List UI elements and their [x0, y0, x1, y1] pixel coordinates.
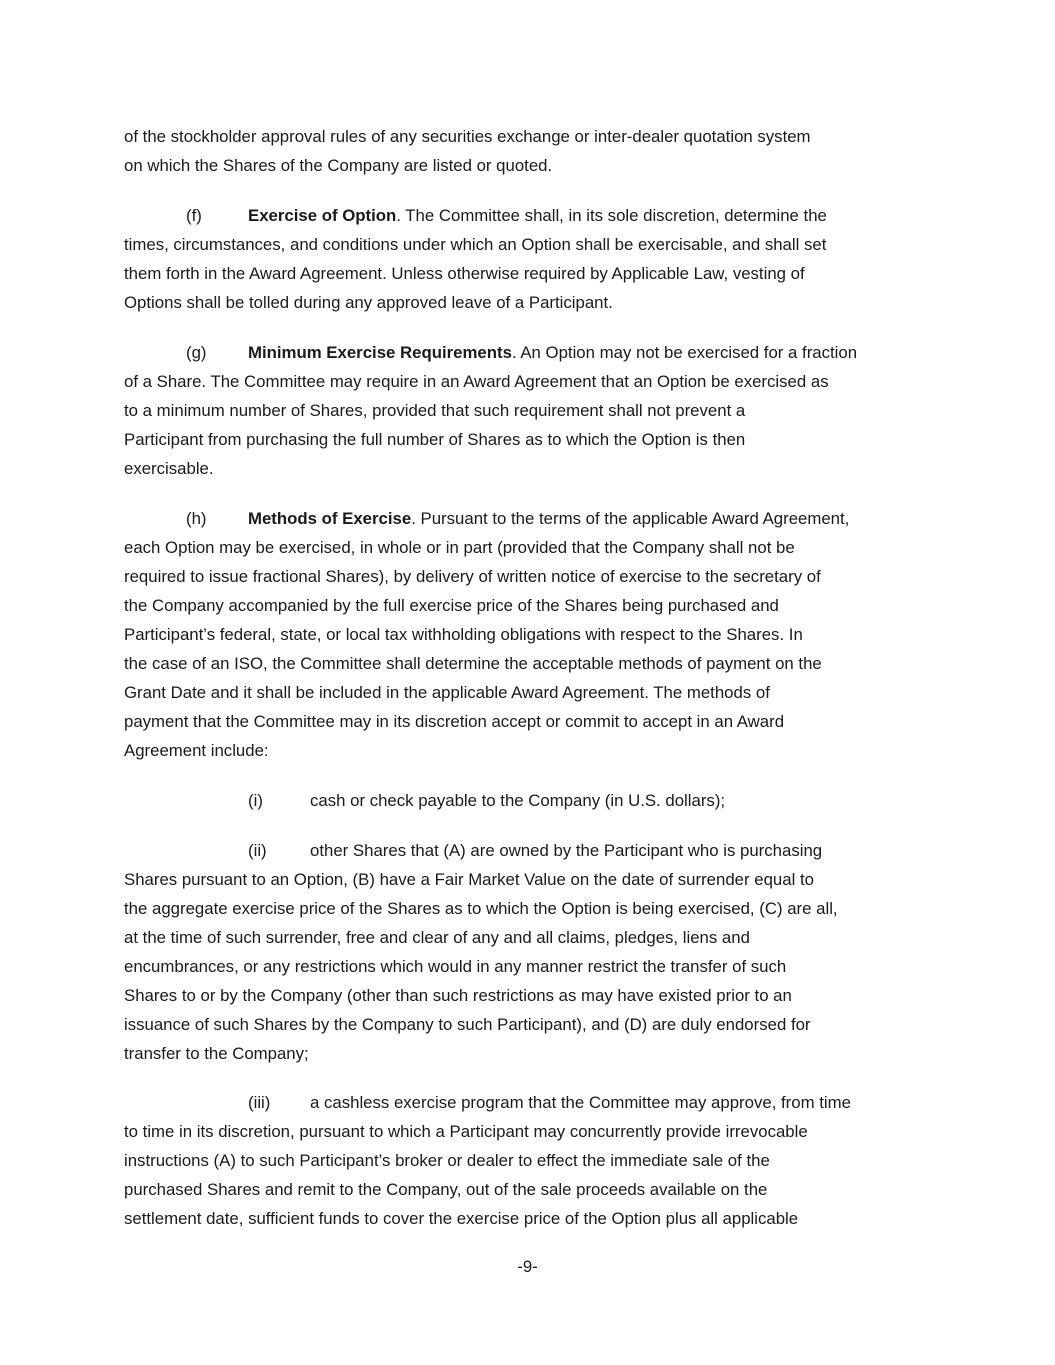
subitem-iii — [124, 1088, 944, 1233]
text-line: . Pursuant to the terms of the applicable Award Agreement, — [411, 509, 850, 528]
text-line: other Shares that (A) are owned by the Participant who is purchasing — [310, 841, 823, 860]
text-line: settlement date, sufficient funds to cover the exercise price of the Option plus all applicable — [124, 1209, 799, 1228]
text-line: transfer to the Company; — [124, 1044, 309, 1063]
section-f — [124, 201, 944, 317]
text-line: . The Committee shall, in its sole discretion, determine the — [396, 206, 827, 225]
text-line: . An Option may not be exercised for a fraction — [511, 343, 858, 362]
text-line: the case of an ISO, the Committee shall determine the acceptable methods of payment on the — [124, 654, 822, 673]
text-line: Agreement include: — [124, 741, 269, 760]
text-line: issuance of such Shares by the Company to such Participant), and (D) are duly endorsed for — [124, 1015, 811, 1034]
intro-paragraph — [124, 122, 944, 180]
section-number: (f) — [186, 206, 202, 225]
text-line: instructions (A) to such Participant’s broker or dealer to effect the immediate sale of the — [124, 1151, 770, 1170]
text-line: Options shall be tolled during any approved leave of a Participant. — [124, 293, 613, 312]
section-number: (h) — [186, 509, 207, 528]
subitem-ii — [124, 836, 944, 1068]
text-line: of the stockholder approval rules of any securities exchange or inter-dealer quotation system — [124, 127, 811, 146]
text-line: on which the Shares of the Company are listed or quoted. — [124, 156, 553, 175]
section-number: (g) — [186, 343, 207, 362]
text-line: of a Share. The Committee may require in an Award Agreement that an Option be exercised as — [124, 372, 829, 391]
text-line: each Option may be exercised, in whole or in part (provided that the Company shall not be — [124, 538, 795, 557]
section-title: Exercise of Option — [248, 206, 397, 225]
section-title: Minimum Exercise Requirements — [248, 343, 512, 362]
text-line: the Company accompanied by the full exercise price of the Shares being purchased and — [124, 596, 779, 615]
section-g — [124, 338, 944, 483]
subitem-i — [124, 786, 944, 815]
text-line: to a minimum number of Shares, provided that such requirement shall not prevent a — [124, 401, 746, 420]
section-title: Methods of Exercise — [248, 509, 412, 528]
text-line: payment that the Committee may in its discretion accept or commit to accept in an Award — [124, 712, 785, 731]
section-h — [124, 504, 944, 765]
text-line: at the time of such surrender, free and clear of any and all claims, pledges, liens and — [124, 928, 750, 947]
page-number: -9- — [517, 1257, 538, 1276]
subitem-number: (i) — [248, 791, 263, 810]
subitem-number: (ii) — [248, 841, 267, 860]
text-line: encumbrances, or any restrictions which would in any manner restrict the transfer of such — [124, 957, 787, 976]
text-line: to time in its discretion, pursuant to which a Participant may concurrently provide irrevocable — [124, 1122, 808, 1141]
text-line: the aggregate exercise price of the Shares as to which the Option is being exercised, (C) are all, — [124, 899, 838, 918]
text-line: required to issue fractional Shares), by delivery of written notice of exercise to the secretary of — [124, 567, 821, 586]
text-line: Grant Date and it shall be included in the applicable Award Agreement. The methods of — [124, 683, 770, 702]
text-line: cash or check payable to the Company (in U.S. dollars); — [310, 791, 726, 810]
text-line: purchased Shares and remit to the Company, out of the sale proceeds available on the — [124, 1180, 768, 1199]
text-line: times, circumstances, and conditions under which an Option shall be exercisable, and shall set — [124, 235, 827, 254]
text-line: Shares pursuant to an Option, (B) have a Fair Market Value on the date of surrender equal to — [124, 870, 814, 889]
text-line: Participant’s federal, state, or local tax withholding obligations with respect to the Shares. In — [124, 625, 803, 644]
text-line: Shares to or by the Company (other than such restrictions as may have existed prior to an — [124, 986, 792, 1005]
text-line: a cashless exercise program that the Committee may approve, from time — [310, 1093, 851, 1112]
text-line: them forth in the Award Agreement. Unless otherwise required by Applicable Law, vesting of — [124, 264, 805, 283]
text-line: Participant from purchasing the full number of Shares as to which the Option is then — [124, 430, 746, 449]
subitem-number: (iii) — [248, 1093, 271, 1112]
text-line: exercisable. — [124, 459, 214, 478]
